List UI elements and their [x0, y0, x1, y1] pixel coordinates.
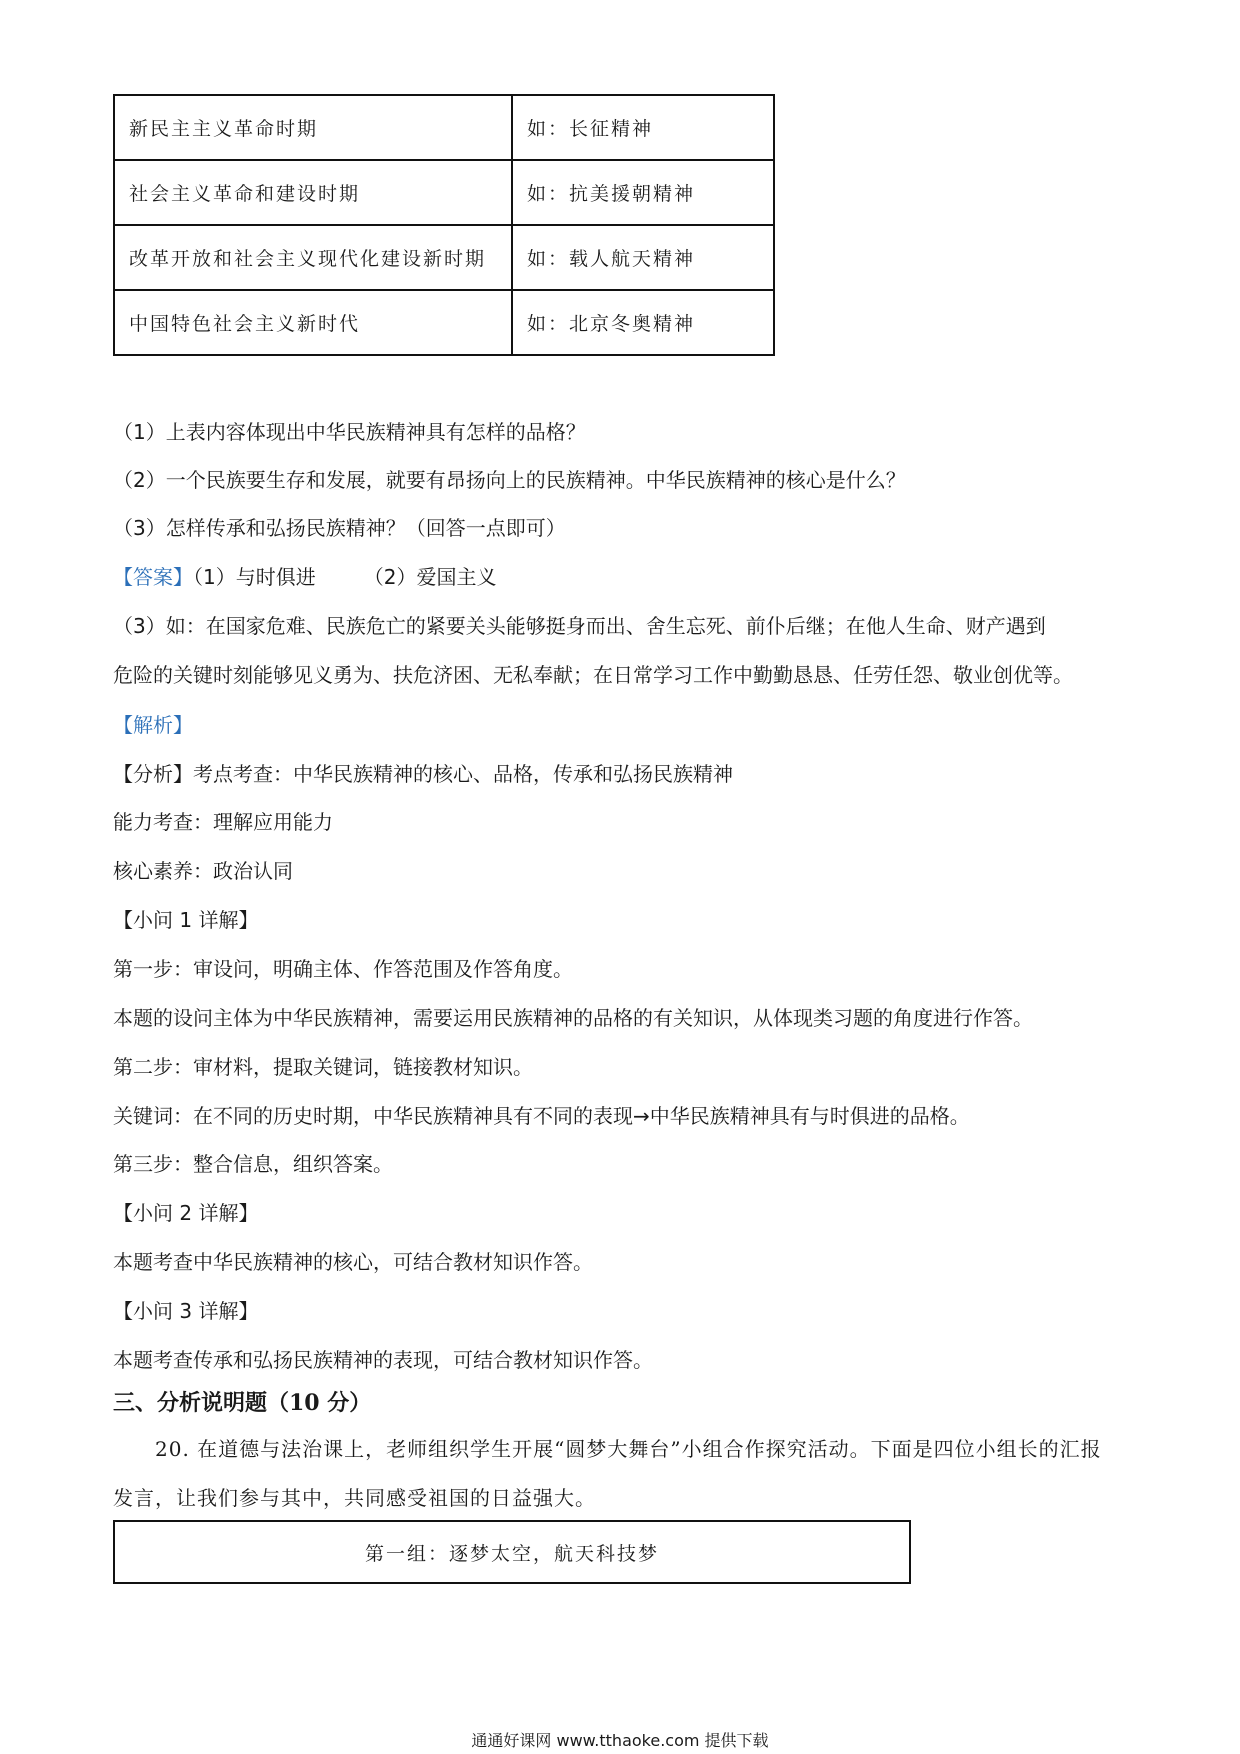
question-20-line-2: 发言，让我们参与其中，共同感受祖国的日益强大。 — [113, 1486, 596, 1510]
section-title: 三、分析说明题（10 分） — [113, 1390, 372, 1416]
footer-source: 通通好课网 www.tthaoke.com 提供下载 — [471, 1731, 769, 1750]
period-cell: 改革开放和社会主义现代化建设新时期 — [114, 225, 512, 290]
answer-2: （2）爱国主义 — [363, 565, 497, 589]
period-spirit-table — [113, 94, 775, 356]
analysis-line: 本题考查传承和弘扬民族精神的表现，可结合教材知识作答。 — [113, 1348, 653, 1372]
analysis-line: 【小问 1 详解】 — [113, 908, 259, 932]
question-20-line-1: 20. 在道德与法治课上，老师组织学生开展“圆梦大舞台”小组合作探究活动。下面是四位小组长的汇报 — [155, 1437, 1102, 1461]
example-cell: 如：北京冬奥精神 — [512, 290, 774, 355]
analysis-line: 第三步：整合信息，组织答案。 — [113, 1152, 393, 1176]
analysis-line: 核心素养：政治认同 — [113, 859, 293, 883]
analysis-line: 第二步：审材料，提取关键词，链接教材知识。 — [113, 1055, 533, 1079]
table-row — [114, 290, 774, 355]
example-cell: 如：载人航天精神 — [512, 225, 774, 290]
period-cell: 新民主主义革命时期 — [114, 95, 512, 160]
analysis-tag: 【解析】 — [113, 713, 193, 737]
example-cell: 如：长征精神 — [512, 95, 774, 160]
question-1: （1）上表内容体现出中华民族精神具有怎样的品格？ — [113, 420, 586, 444]
answer-1: （1）与时俱进 — [193, 565, 316, 589]
answer-3-line-2: 危险的关键时刻能够见义勇为、扶危济困、无私奉献；在日常学习工作中勤勤恳恳、任劳任怨、敬业创优等。 — [113, 663, 1073, 687]
analysis-line: 本题的设问主体为中华民族精神，需要运用民族精神的品格的有关知识，从体现类习题的角度进行作答。 — [113, 1006, 1033, 1030]
period-cell: 社会主义革命和建设时期 — [114, 160, 512, 225]
question-2: （2）一个民族要生存和发展，就要有昂扬向上的民族精神。中华民族精神的核心是什么？ — [113, 468, 906, 492]
question-3: （3）怎样传承和弘扬民族精神？（回答一点即可） — [113, 516, 566, 540]
group-1-box — [113, 1520, 911, 1584]
table-row — [114, 225, 774, 290]
table-row — [114, 95, 774, 160]
group-1-label: 第一组：逐梦太空，航天科技梦 — [364, 1542, 659, 1565]
analysis-line: 本题考查中华民族精神的核心，可结合教材知识作答。 — [113, 1250, 593, 1274]
analysis-line: 能力考查：理解应用能力 — [113, 810, 333, 834]
answer-3-line-1: （3）如：在国家危难、民族危亡的紧要关头能够挺身而出、舍生忘死、前仆后继；在他人生命、财产遇到 — [113, 614, 1046, 638]
answer-line — [113, 563, 496, 591]
analysis-line: 【小问 3 详解】 — [113, 1299, 259, 1323]
answer-tag: 【答案】 — [113, 565, 193, 589]
table-row — [114, 160, 774, 225]
analysis-line: 关键词：在不同的历史时期，中华民族精神具有不同的表现→中华民族精神具有与时俱进的品格。 — [113, 1104, 970, 1128]
analysis-line: 第一步：审设问，明确主体、作答范围及作答角度。 — [113, 957, 573, 981]
period-cell: 中国特色社会主义新时代 — [114, 290, 512, 355]
example-cell: 如：抗美援朝精神 — [512, 160, 774, 225]
analysis-line: 【小问 2 详解】 — [113, 1201, 259, 1225]
analysis-line: 【分析】考点考查：中华民族精神的核心、品格，传承和弘扬民族精神 — [113, 762, 733, 786]
